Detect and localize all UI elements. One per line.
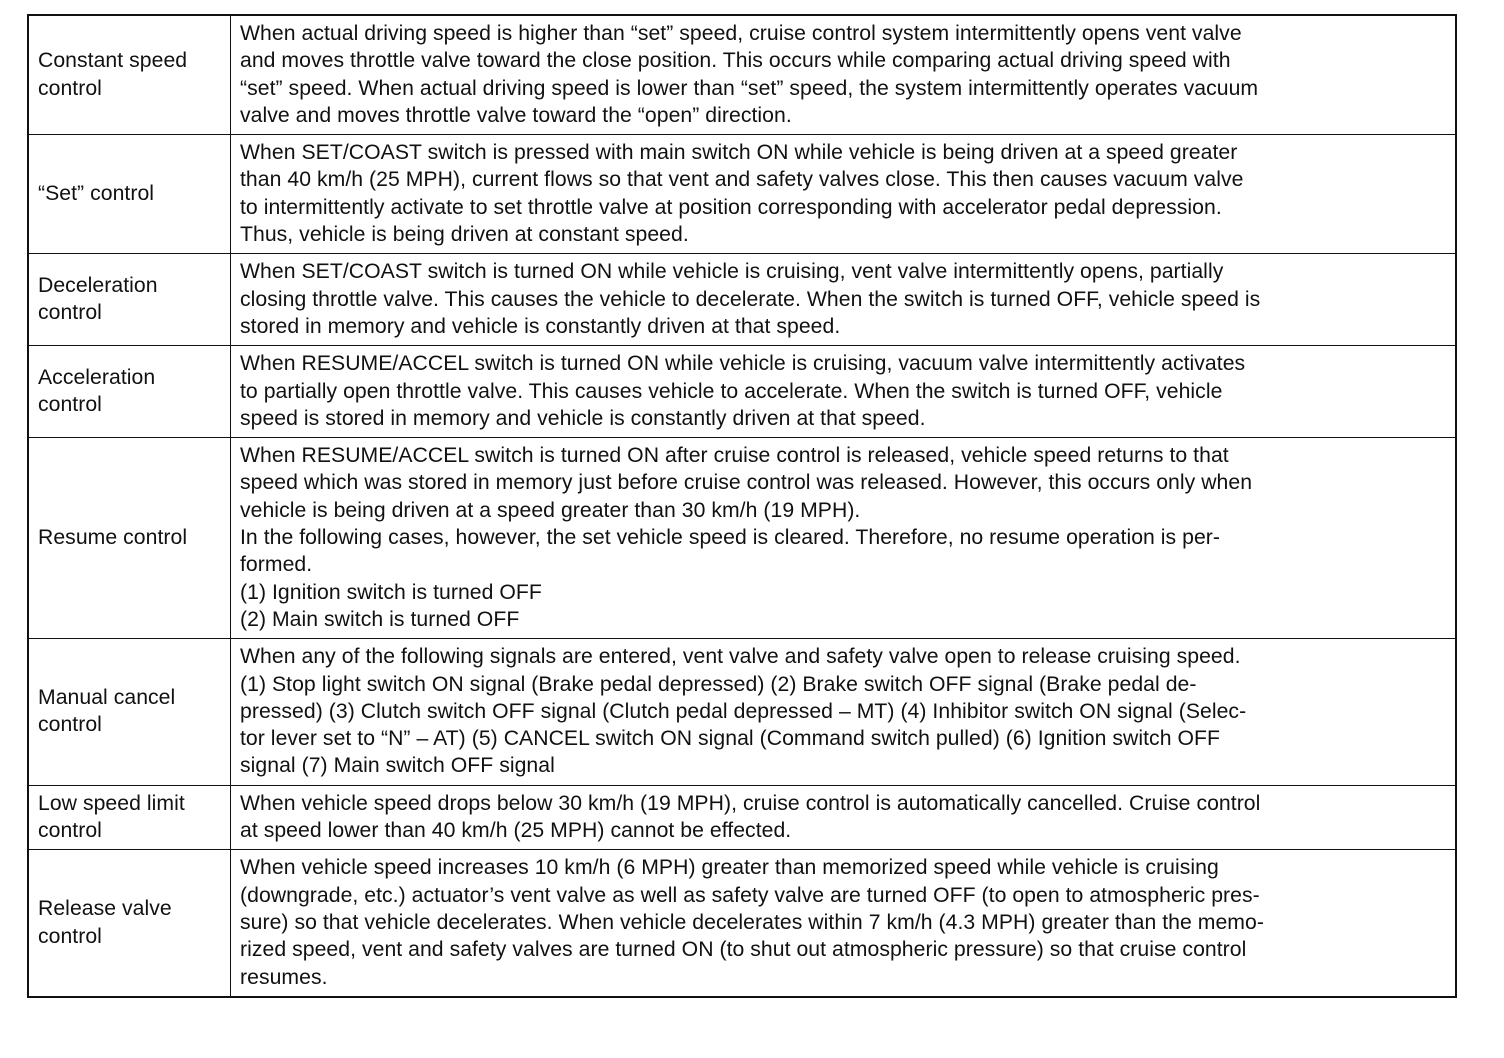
function-name-cell — [28, 254, 231, 346]
function-name: Low speed limit control — [38, 791, 185, 843]
function-name-cell — [28, 639, 231, 785]
table-row — [28, 785, 1456, 850]
function-name-cell — [28, 135, 231, 254]
function-description-cell: When RESUME/ACCEL switch is turned ON while vehicle is cruising, vacuum valve intermittently activates to partially open throttle valve. This causes vehicle to accelerate. When the switch is turned OFF, vehicle speed is stored in memory and vehicle is constantly driven at that speed. — [231, 346, 1457, 438]
function-name: Constant speed control — [38, 49, 188, 100]
function-name: Manual cancel control — [38, 686, 176, 737]
function-description-cell: When any of the following signals are entered, vent valve and safety valve open to release cruising speed. (1) Stop light switch ON signal (Brake pedal depressed) (2) Brake switch OFF signal (Brake pedal de- pressed) (3) Clutch switch OFF signal (Clutch pedal depressed – MT) (4) Inhibitor switch ON signal (Selec- tor lever set to “N” – AT) (5) CANCEL switch ON signal (Command switch pulled) (6) Ignition switch OFF signal (7) Main switch OFF signal — [231, 639, 1457, 785]
function-name-cell — [28, 785, 231, 850]
table-body — [28, 15, 1456, 997]
table-row — [28, 15, 1456, 135]
function-description-cell: When RESUME/ACCEL switch is turned ON after cruise control is released, vehicle speed returns to that speed which was stored in memory just before cruise control was released. However, this occurs only when vehicle is being driven at a speed greater than 30 km/h (19 MPH). In the following cases, however, the set vehicle speed is cleared. Therefore, no resume operation is per- formed. (1) Ignition switch is turned OFF (2) Main switch is turned OFF — [231, 438, 1457, 639]
table-row — [28, 135, 1456, 254]
table-row — [28, 438, 1456, 639]
function-name: Deceleration control — [38, 274, 158, 325]
table-row — [28, 254, 1456, 346]
table-row — [28, 639, 1456, 785]
table-row — [28, 346, 1456, 438]
function-name: “Set” control — [38, 182, 155, 206]
function-name: Acceleration control — [38, 365, 156, 417]
function-description-cell: When SET/COAST switch is turned ON while vehicle is cruising, vent valve intermittently opens, partially closing throttle valve. This causes the vehicle to decelerate. When the switch is turned OFF, vehicle speed is stored in memory and vehicle is constantly driven at that speed. — [231, 254, 1457, 346]
function-name-cell — [28, 438, 231, 639]
function-description-cell: When SET/COAST switch is pressed with main switch ON while vehicle is being driven at a speed greater than 40 km/h (25 MPH), current flows so that vent and safety valves close. This then causes vacuum valve to intermittently activate to set throttle valve at position corresponding with accelerator pedal depression. Thus, vehicle is being driven at constant speed. — [231, 135, 1457, 254]
function-description-cell: When actual driving speed is higher than “set” speed, cruise control system intermittently opens vent valve and moves throttle valve toward the close position. This occurs while comparing actual driving speed with “set” speed. When actual driving speed is lower than “set” speed, the system intermittently operates vacuum valve and moves throttle valve toward the “open” direction. — [231, 15, 1457, 135]
function-name: Resume control — [38, 526, 188, 550]
function-description-cell: When vehicle speed increases 10 km/h (6 MPH) greater than memorized speed while vehicle is cruising (downgrade, etc.) actuator’s vent valve as well as safety valve are turned OFF (to open to atmospheric pres- sure) so that vehicle decelerates. When vehicle decelerates within 7 km/h (4.3 MPH) greater than the memo- rized speed, vent and safety valves are turned ON (to shut out atmospheric pressure) so that cruise control resumes. — [231, 850, 1457, 997]
function-name: Release valve control — [38, 897, 172, 948]
table-row — [28, 850, 1456, 997]
function-name-cell — [28, 850, 231, 997]
function-name-cell — [28, 15, 231, 135]
function-description-cell: When vehicle speed drops below 30 km/h (19 MPH), cruise control is automatically cancelled. Cruise control at speed lower than 40 km/h (25 MPH) cannot be effected. — [231, 785, 1457, 850]
function-name-cell — [28, 346, 231, 438]
cruise-control-function-table — [27, 14, 1457, 998]
